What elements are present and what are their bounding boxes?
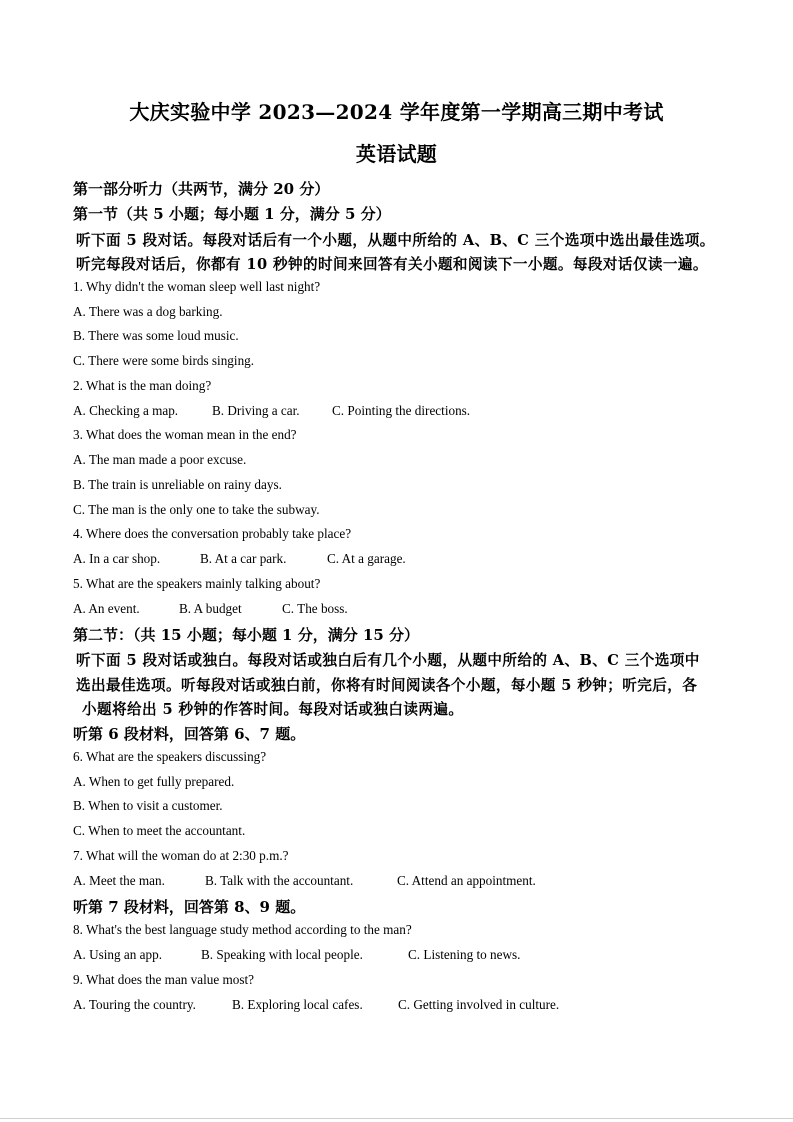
q4-option-c: C. At a garage. xyxy=(327,551,406,566)
q6-option-c: C. When to meet the accountant. xyxy=(73,823,246,838)
question-8: 8. What's the best language study method according to the man? xyxy=(73,922,412,937)
q5-option-b: B. A budget xyxy=(179,601,242,616)
part1-heading: 第一部分听力（共两节，满分 20 分） xyxy=(73,180,330,198)
q4-option-b: B. At a car park. xyxy=(200,551,287,566)
q3-option-a: A. The man made a poor excuse. xyxy=(73,452,247,467)
q6-option-b: B. When to visit a customer. xyxy=(73,798,223,813)
q3-option-c: C. The man is the only one to take the subway. xyxy=(73,502,320,517)
section2-instruction-line: 听下面 5 段对话或独白。每段对话或独白后有几个小题，从题中所给的 A、B、C 三个选项中 xyxy=(76,652,700,669)
q5-option-a: A. An event. xyxy=(73,601,140,616)
question-7: 7. What will the woman do at 2:30 p.m.? xyxy=(73,848,289,863)
section2-heading: 第二节：（共 15 小题；每小题 1 分，满分 15 分） xyxy=(73,626,420,644)
q2-option-b: B. Driving a car. xyxy=(212,403,300,418)
q6-option-a: A. When to get fully prepared. xyxy=(73,774,235,789)
exam-title: 大庆实验中学 2023—2024 学年度第一学期高三期中考试 xyxy=(129,100,664,124)
q3-option-b: B. The train is unreliable on rainy days. xyxy=(73,477,282,492)
q8-option-a: A. Using an app. xyxy=(73,947,163,962)
q7-option-c: C. Attend an appointment. xyxy=(397,873,536,888)
section1-instruction-line: 听完每段对话后，你都有 10 秒钟的时间来回答有关小题和阅读下一小题。每段对话仅读一遍。 xyxy=(76,256,708,273)
section1-heading: 第一节（共 5 小题；每小题 1 分，满分 5 分） xyxy=(73,205,391,223)
q9-option-b: B. Exploring local cafes. xyxy=(232,997,363,1012)
q9-option-c: C. Getting involved in culture. xyxy=(398,997,560,1012)
q4-option-a: A. In a car shop. xyxy=(73,551,161,566)
q9-option-a: A. Touring the country. xyxy=(73,997,196,1012)
q1-option-a: A. There was a dog barking. xyxy=(73,304,223,319)
question-9: 9. What does the man value most? xyxy=(73,972,255,987)
question-1: 1. Why didn't the woman sleep well last night? xyxy=(73,279,321,294)
section1-instruction-line: 听下面 5 段对话。每段对话后有一个小题，从题中所给的 A、B、C 三个选项中选出最佳选项。 xyxy=(76,232,715,249)
section2-instruction-line: 选出最佳选项。听每段对话或独白前，你将有时间阅读各个小题，每小题 5 秒钟；听完后，各 xyxy=(76,677,698,694)
material-7-heading: 听第 7 段材料，回答第 8、9 题。 xyxy=(73,898,306,916)
q2-option-c: C. Pointing the directions. xyxy=(332,403,471,418)
question-2: 2. What is the man doing? xyxy=(73,378,212,393)
q8-option-b: B. Speaking with local people. xyxy=(201,947,363,962)
question-5: 5. What are the speakers mainly talking about? xyxy=(73,576,321,591)
question-6: 6. What are the speakers discussing? xyxy=(73,749,267,764)
q8-option-c: C. Listening to news. xyxy=(408,947,521,962)
q1-option-c: C. There were some birds singing. xyxy=(73,353,255,368)
question-3: 3. What does the woman mean in the end? xyxy=(73,427,297,442)
question-4: 4. Where does the conversation probably take place? xyxy=(73,526,352,541)
page-bottom-rule xyxy=(0,1118,793,1119)
section2-instruction-line: 小题将给出 5 秒钟的作答时间。每段对话或独白读两遍。 xyxy=(82,701,464,718)
q5-option-c: C. The boss. xyxy=(282,601,348,616)
material-6-heading: 听第 6 段材料，回答第 6、7 题。 xyxy=(73,725,306,743)
q1-option-b: B. There was some loud music. xyxy=(73,328,239,343)
q2-option-a: A. Checking a map. xyxy=(73,403,179,418)
q7-option-b: B. Talk with the accountant. xyxy=(205,873,354,888)
q7-option-a: A. Meet the man. xyxy=(73,873,165,888)
exam-subtitle: 英语试题 xyxy=(355,142,438,166)
